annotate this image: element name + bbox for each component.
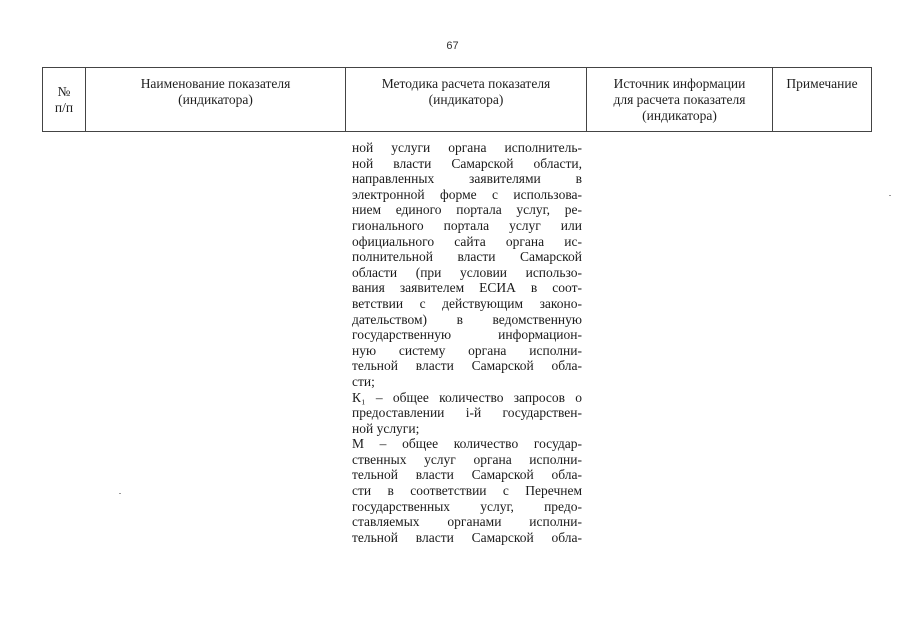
header-indicator-name	[86, 76, 345, 108]
header-calculation-method	[346, 76, 586, 108]
text-line: официального сайта органа ис-	[352, 233, 582, 249]
text-line: области (при условии использо-	[352, 264, 582, 280]
text-line: К₁ – общее количество запросов о	[352, 389, 582, 405]
calculation-method-text	[352, 140, 582, 545]
scan-speck	[889, 195, 891, 196]
header-note-line: Примечание	[786, 76, 858, 91]
header-number-line: п/п	[54, 100, 74, 115]
header-number-line: №	[57, 84, 71, 99]
text-line: сти;	[352, 373, 375, 389]
table-top-border	[42, 67, 872, 68]
header-indicator-name-line: Наименование показателя	[140, 76, 291, 91]
table-header-bottom-border	[42, 131, 872, 132]
text-line: дательством) в ведомственную	[352, 311, 582, 327]
header-information-source-line: для расчета показателя	[613, 92, 746, 107]
text-line: ветствии с действующим законо-	[352, 295, 582, 311]
header-number	[43, 84, 85, 116]
scan-speck	[119, 493, 121, 494]
header-information-source	[587, 76, 772, 124]
text-line: нием единого портала услуг, ре-	[352, 202, 582, 218]
text-line: ной власти Самарской области,	[352, 155, 582, 171]
header-indicator-name-line: (индикатора)	[178, 92, 253, 107]
header-calculation-method-line: Методика расчета показателя	[381, 76, 551, 91]
text-line: ной услуги органа исполнитель-	[352, 140, 582, 155]
text-line: ставляемых органами исполни-	[352, 514, 582, 530]
text-line: полнительной власти Самарской	[352, 249, 582, 265]
text-line: М – общее количество государ-	[352, 436, 582, 452]
text-line: тельной власти Самарской обла-	[352, 529, 582, 545]
table-right-border	[871, 67, 872, 132]
text-line: сти в соответствии с Перечнем	[352, 483, 582, 499]
text-line: ную систему органа исполни-	[352, 342, 582, 358]
text-line: тельной власти Самарской обла-	[352, 358, 582, 374]
header-information-source-line: (индикатора)	[642, 108, 717, 123]
text-line: ной услуги;	[352, 420, 420, 436]
text-line: ственных услуг органа исполни-	[352, 451, 582, 467]
text-line: гионального портала услуг или	[352, 217, 582, 233]
header-note	[773, 76, 871, 92]
text-line: направленных заявителями в	[352, 171, 582, 187]
text-line: тельной власти Самарской обла-	[352, 467, 582, 483]
text-line: государственную информацион-	[352, 327, 582, 343]
header-calculation-method-line: (индикатора)	[428, 92, 504, 107]
text-line: вания заявителем ЕСИА в соот-	[352, 280, 582, 296]
page-number: 67	[446, 40, 459, 52]
header-information-source-line: Источник информации	[613, 76, 746, 91]
text-line: электронной форме с использова-	[352, 186, 582, 202]
text-line: предоставлении i-й государствен-	[352, 405, 582, 421]
text-line: государственных услуг, предо-	[352, 498, 582, 514]
